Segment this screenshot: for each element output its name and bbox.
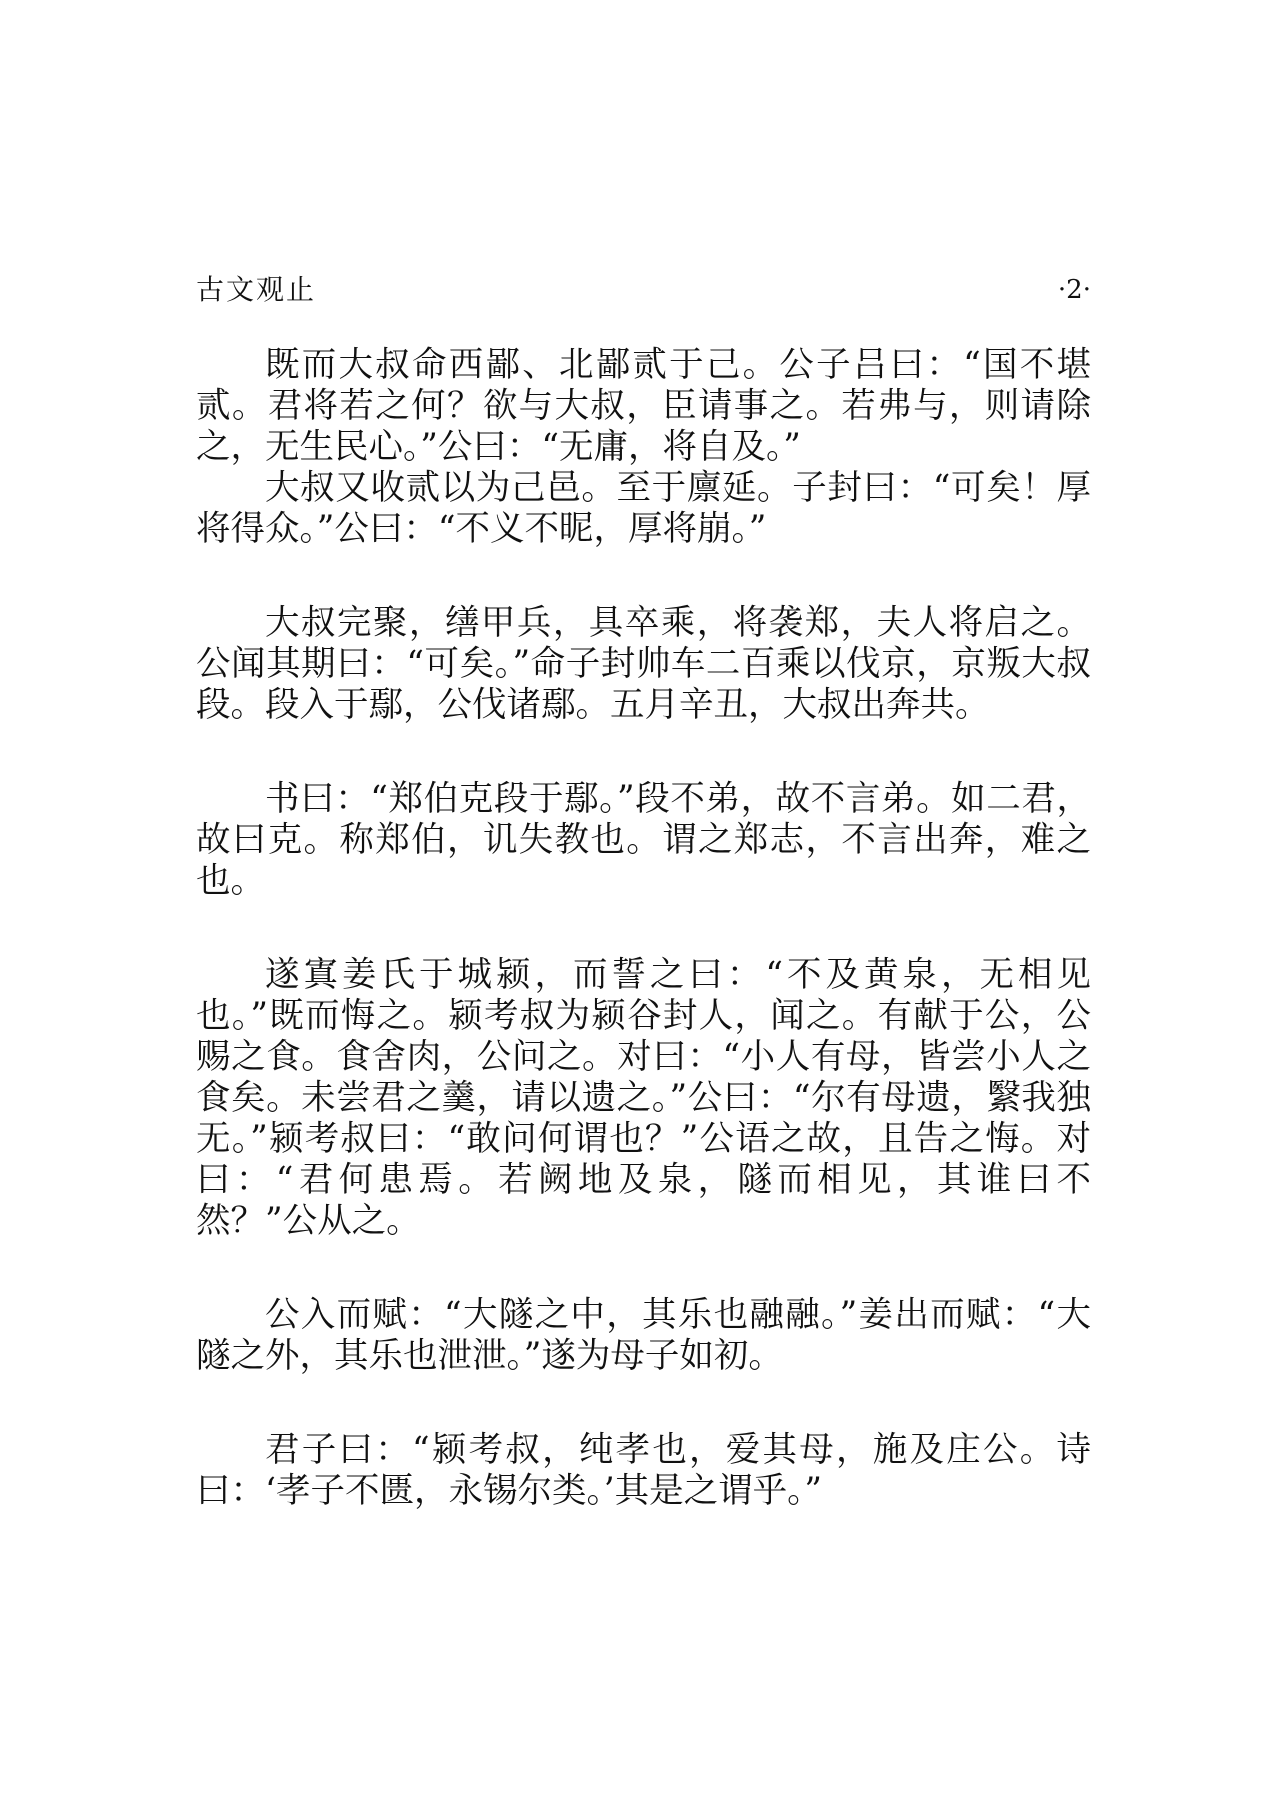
body-text: [196, 345, 1091, 1512]
paragraph-6: 公入而赋：“大隧之中，其乐也融融。”姜出而赋：“大隧之外，其乐也泄泄。”遂为母子如初。: [196, 1295, 1091, 1376]
paragraph-5: 遂寘姜氏于城颍，而誓之曰：“不及黄泉，无相见也。”既而悔之。颍考叔为颍谷封人，闻之。有献于公，公赐之食。食舍肉，公问之。对曰：“小人有母，皆尝小人之食矣。未尝君之羹，请以遗之。”公曰：“尔有母遗，繄我独无。”颍考叔曰：“敢问何谓也？”公语之故，且告之悔。对曰：“君何患焉。若阙地及泉，隧而相见，其谁曰不然？”公从之。: [196, 955, 1091, 1241]
paragraph-3: 大叔完聚，缮甲兵，具卒乘，将袭郑，夫人将启之。公闻其期曰：“可矣。”命子封帅车二百乘以伐京，京叛大叔段。段入于鄢，公伐诸鄢。五月辛丑，大叔出奔共。: [196, 603, 1091, 725]
paragraph-7: 君子曰：“颍考叔，纯孝也，爱其母，施及庄公。诗曰：‘孝子不匮，永锡尔类。’其是之谓乎。”: [196, 1430, 1091, 1511]
paragraph-2: 大叔又收贰以为己邑。至于廪延。子封曰：“可矣！厚将得众。”公曰：“不义不昵，厚将崩。”: [196, 468, 1091, 549]
page-header: [196, 270, 1091, 310]
paragraph-1: 既而大叔命西鄙、北鄙贰于己。公子吕曰：“国不堪贰。君将若之何？欲与大叔，臣请事之。若弗与，则请除之，无生民心。”公曰：“无庸，将自及。”: [196, 345, 1091, 467]
paragraph-4: 书曰：“郑伯克段于鄢。”段不弟，故不言弟。如二君，故曰克。称郑伯，讥失教也。谓之郑志，不言出奔，难之也。: [196, 779, 1091, 901]
page-number: ·2·: [1057, 275, 1091, 305]
book-title: 古文观止: [196, 273, 317, 306]
